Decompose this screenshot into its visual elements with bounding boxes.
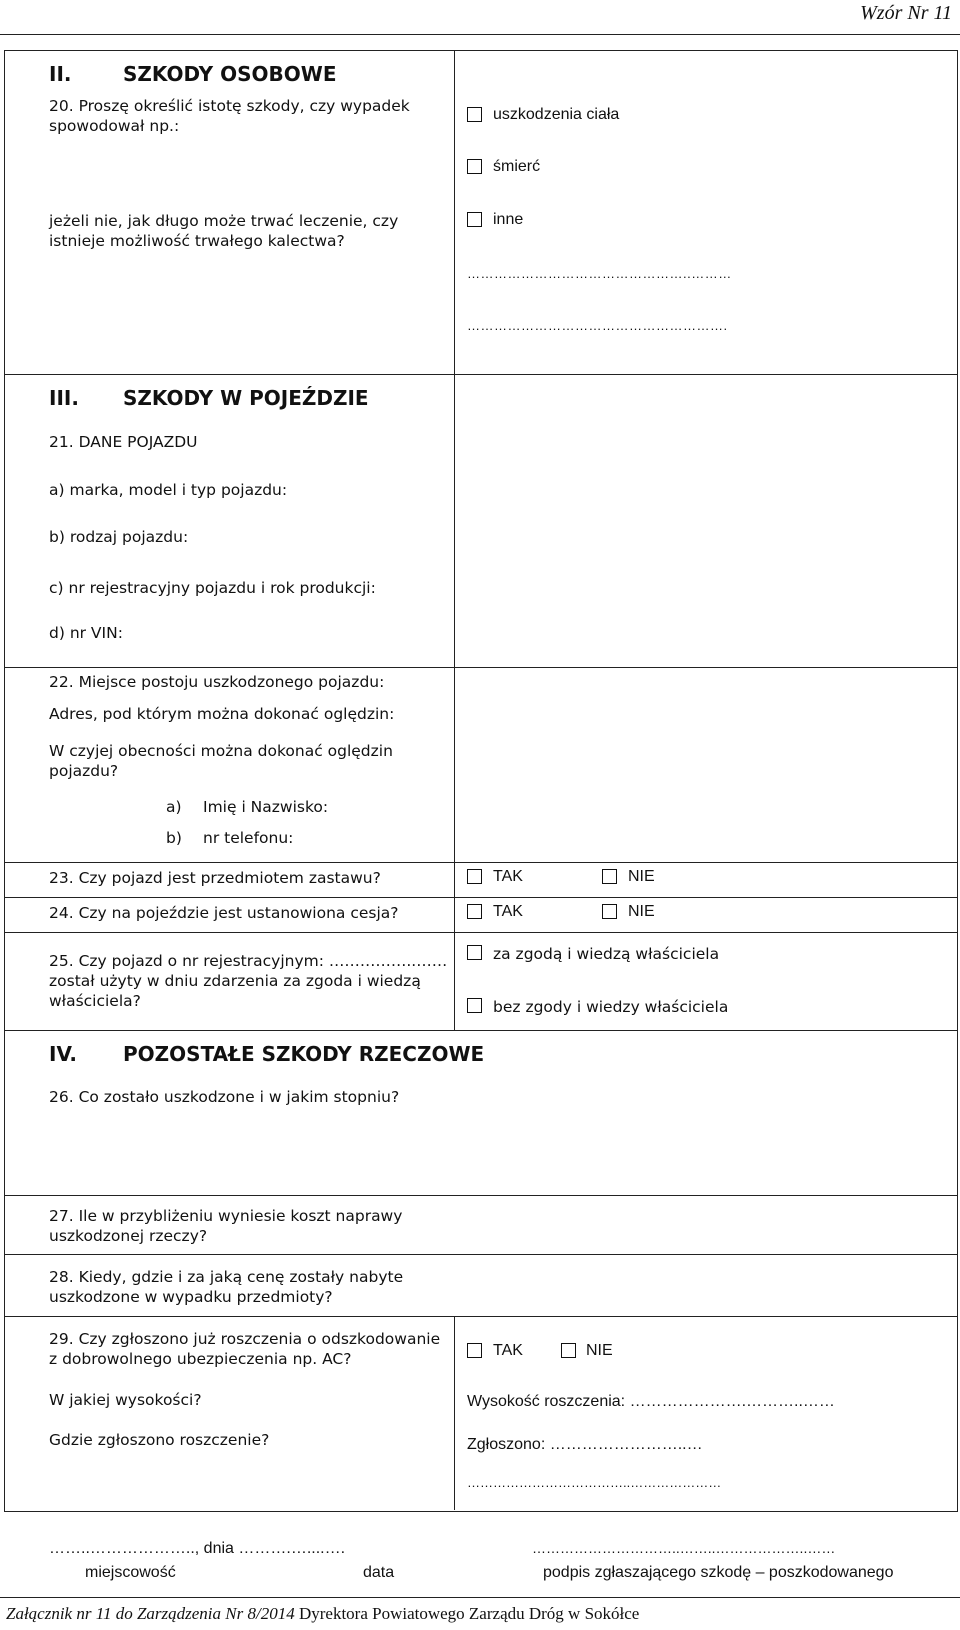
section-4-number: IV. (49, 1042, 77, 1066)
q24-nie-checkbox[interactable] (602, 904, 617, 919)
other-label: inne (493, 211, 524, 228)
date-caption: data (363, 1564, 395, 1581)
q26-text: 26. Co zostało uszkodzone i w jakim stopniu? (49, 1088, 400, 1106)
q27-text-1: 27. Ile w przybliżeniu wyniesie koszt naprawy (49, 1207, 403, 1225)
place-date-line[interactable]: ……..……………….., dnia ……….…....…. (49, 1540, 346, 1557)
q22a-marker: a) (166, 798, 182, 816)
q29-text-1: 29. Czy zgłoszono już roszczenia o odszkodowanie (49, 1330, 441, 1348)
injury-label: uszkodzenia ciała (493, 106, 620, 123)
q24-tak-checkbox[interactable] (467, 904, 482, 919)
footer-rule (0, 1597, 960, 1598)
q29-tak-checkbox[interactable] (467, 1343, 482, 1358)
q25-consent-label: za zgodą i wiedzą właściciela (493, 945, 720, 963)
other-dotted-line-2[interactable]: …………………………………………………. (467, 318, 728, 333)
q23-tak-label: TAK (493, 868, 523, 885)
q25-text-1: 25. Czy pojazd o nr rejestracyjnym: ……………..…… (49, 952, 448, 970)
signature-line[interactable]: …………………………..……..………………..…… (532, 1540, 836, 1556)
q21c-text: c) nr rejestracyjny pojazdu i rok produkcji: (49, 579, 376, 597)
death-checkbox[interactable] (467, 159, 482, 174)
separator-q29 (4, 1316, 958, 1317)
q29-nie-label: NIE (586, 1342, 613, 1359)
header-rule (0, 34, 960, 35)
q25-consent-checkbox[interactable] (467, 945, 482, 960)
q20-text-1: 20. Proszę określić istotę szkody, czy wypadek (49, 97, 410, 115)
separator-q28 (4, 1254, 958, 1255)
q28-text-2: uszkodzone w wypadku przedmioty? (49, 1288, 333, 1306)
q23-tak-checkbox[interactable] (467, 869, 482, 884)
other-checkbox[interactable] (467, 212, 482, 227)
q25-no-consent-label: bez zgody i wiedzy właściciela (493, 998, 729, 1016)
injury-checkbox[interactable] (467, 107, 482, 122)
column-divider-top (454, 50, 455, 1030)
footer-italic: Załącznik nr 11 do Zarządzenia Nr 8/2014 (6, 1604, 295, 1623)
q29-amount-text: W jakiej wysokości? (49, 1391, 202, 1409)
q20-text-2: spowodował np.: (49, 117, 180, 135)
q29-nie-checkbox[interactable] (561, 1343, 576, 1358)
section-3-number: III. (49, 386, 79, 410)
q22b-marker: b) (166, 829, 182, 847)
q22a-text: Imię i Nazwisko: (203, 798, 329, 816)
q23-nie-label: NIE (628, 868, 655, 885)
q25-text-2: został użyty w dniu zdarzenia za zgoda i wiedzą (49, 972, 421, 990)
q29-tak-label: TAK (493, 1342, 523, 1359)
q23-text: 23. Czy pojazd jest przedmiotem zastawu? (49, 869, 381, 887)
q25-no-consent-checkbox[interactable] (467, 998, 482, 1013)
q29-where-text: Gdzie zgłoszono roszczenie? (49, 1431, 270, 1449)
signature-caption: podpis zgłaszającego szkodę – poszkodowanego (543, 1564, 894, 1581)
place-caption: miejscowość (85, 1564, 176, 1581)
q22-whom-text-2: pojazdu? (49, 762, 119, 780)
where-field[interactable]: Zgłoszono: ……………………..… (467, 1436, 703, 1453)
q22-whom-text-1: W czyjej obecności można dokonać oględzin (49, 742, 393, 760)
q21b-text: b) rodzaj pojazdu: (49, 528, 189, 546)
column-divider-bottom (454, 1316, 455, 1510)
section-2-title: SZKODY OSOBOWE (123, 62, 337, 86)
amount-field[interactable]: Wysokość roszczenia: ………………….………..…… (467, 1393, 835, 1410)
q29-text-2: z dobrowolnego ubezpieczenia np. AC? (49, 1350, 352, 1368)
q21-text: 21. DANE POJAZDU (49, 433, 198, 451)
q21a-text: a) marka, model i typ pojazdu: (49, 481, 288, 499)
separator-q24 (4, 897, 958, 898)
section-4-title: POZOSTAŁE SZKODY RZECZOWE (123, 1042, 485, 1066)
separator-q25 (4, 932, 958, 933)
footer-text (6, 1604, 639, 1624)
q28-text-1: 28. Kiedy, gdzie i za jaką cenę zostały nabyte (49, 1268, 404, 1286)
other-dotted-line-1[interactable]: …………………………………………..……… (467, 266, 732, 281)
section-2-number: II. (49, 62, 72, 86)
q20b-text-2: istnieje możliwość trwałego kalectwa? (49, 232, 345, 250)
q25-text-3: właściciela? (49, 992, 141, 1010)
death-label: śmierć (493, 158, 541, 175)
separator-q23 (4, 862, 958, 863)
q22-address-text: Adres, pod którym można dokonać oględzin: (49, 705, 395, 723)
separator-s4 (4, 1030, 958, 1031)
footer-plain: Dyrektora Powiatowego Zarządu Dróg w Sokółce (294, 1604, 640, 1623)
section-3-title: SZKODY W POJEŹDZIE (123, 386, 369, 410)
separator-q22 (4, 667, 958, 668)
q24-tak-label: TAK (493, 903, 523, 920)
separator-s3 (4, 374, 958, 375)
q21d-text: d) nr VIN: (49, 624, 123, 642)
q27-text-2: uszkodzonej rzeczy? (49, 1227, 208, 1245)
q24-nie-label: NIE (628, 903, 655, 920)
q23-nie-checkbox[interactable] (602, 869, 617, 884)
where-dotted-line[interactable]: ………………………………..………………… (467, 1475, 722, 1490)
q20b-text-1: jeżeli nie, jak długo może trwać leczenie, czy (49, 212, 399, 230)
separator-q27 (4, 1195, 958, 1196)
q22b-text: nr telefonu: (203, 829, 294, 847)
q24-text: 24. Czy na pojeździe jest ustanowiona cesja? (49, 904, 399, 922)
form-template-label: Wzór Nr 11 (860, 2, 952, 24)
q22-text: 22. Miejsce postoju uszkodzonego pojazdu: (49, 673, 385, 691)
